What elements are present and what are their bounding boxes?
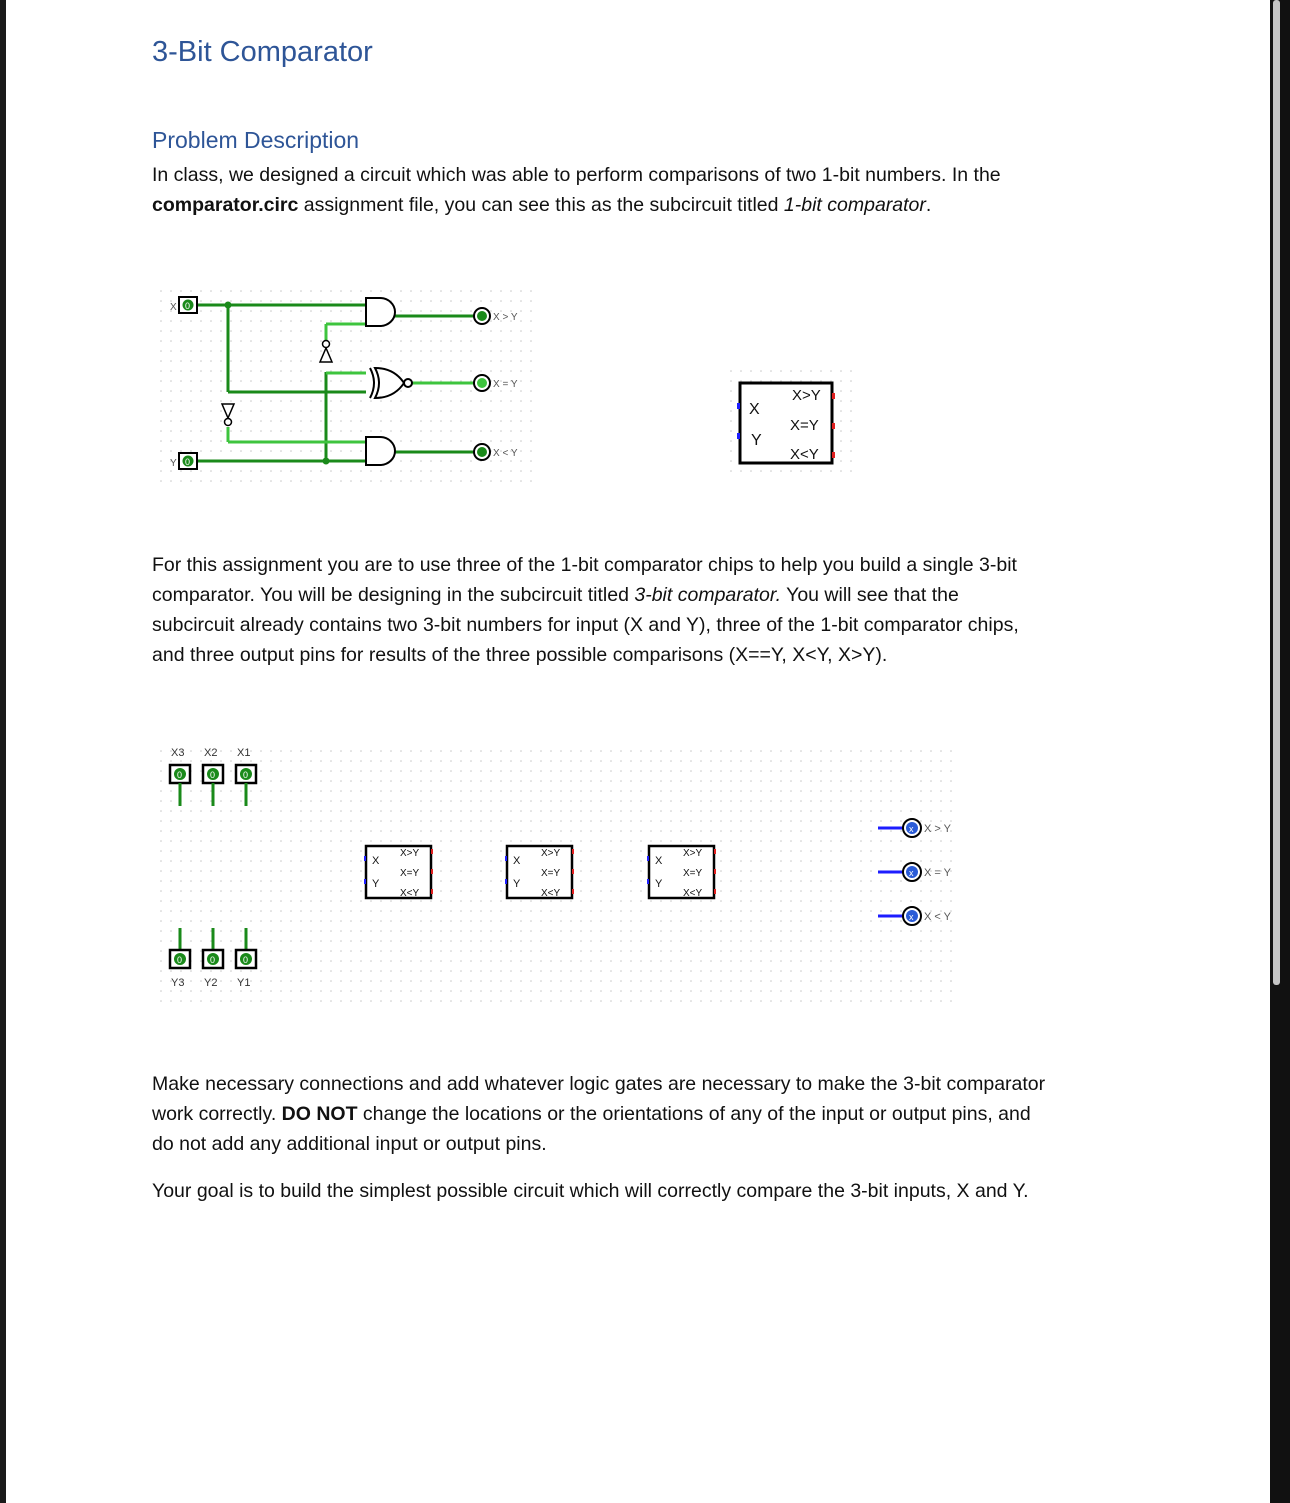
svg-text:0: 0 bbox=[185, 457, 191, 467]
paragraph-instructions-line2: work correctly. DO NOT change the locations or the orientations of any of the input or output pins, and bbox=[152, 1103, 1031, 1125]
svg-text:x: x bbox=[909, 912, 914, 922]
paragraph-intro-line1: In class, we designed a circuit which was able to perform comparisons of two 1-bit numbers. In the bbox=[152, 164, 1001, 186]
subcircuit-name-3bit: 3-bit comparator. bbox=[634, 584, 782, 606]
svg-text:X < Y: X < Y bbox=[924, 911, 952, 923]
svg-text:X<Y: X<Y bbox=[541, 888, 561, 899]
svg-text:X>Y: X>Y bbox=[792, 387, 821, 404]
svg-text:0: 0 bbox=[177, 770, 183, 780]
svg-text:X: X bbox=[655, 855, 663, 867]
svg-text:X<Y: X<Y bbox=[683, 888, 703, 899]
comparator-chip-1 bbox=[366, 846, 431, 899]
svg-text:Y3: Y3 bbox=[171, 977, 185, 989]
svg-text:0: 0 bbox=[243, 770, 249, 780]
svg-text:Y2: Y2 bbox=[204, 977, 218, 989]
svg-text:X: X bbox=[372, 855, 380, 867]
paragraph-instructions-line3: do not add any additional input or output pins. bbox=[152, 1133, 547, 1155]
svg-text:Y1: Y1 bbox=[237, 977, 251, 989]
scrollbar-thumb[interactable] bbox=[1273, 0, 1280, 985]
svg-text:X > Y: X > Y bbox=[924, 823, 952, 835]
svg-text:X: X bbox=[513, 855, 521, 867]
svg-text:Y: Y bbox=[751, 432, 762, 449]
comparator-chip-3 bbox=[649, 846, 714, 899]
svg-text:Y: Y bbox=[655, 878, 663, 890]
document-title: 3-Bit Comparator bbox=[152, 36, 373, 68]
svg-text:X3: X3 bbox=[171, 747, 185, 759]
svg-text:x: x bbox=[909, 868, 914, 878]
svg-text:Y: Y bbox=[513, 878, 521, 890]
svg-text:Y: Y bbox=[170, 458, 177, 469]
svg-text:0: 0 bbox=[177, 955, 183, 965]
paragraph-task-line2: comparator. You will be designing in the subcircuit titled 3-bit comparator. You will see that the bbox=[152, 584, 959, 606]
svg-text:X=Y: X=Y bbox=[400, 868, 420, 879]
warning-text: DO NOT bbox=[281, 1103, 358, 1125]
svg-text:0: 0 bbox=[185, 301, 191, 311]
svg-text:X<Y: X<Y bbox=[400, 888, 420, 899]
svg-text:X < Y: X < Y bbox=[493, 448, 518, 459]
svg-text:x: x bbox=[909, 824, 914, 834]
svg-text:X=Y: X=Y bbox=[683, 868, 703, 879]
svg-text:X>Y: X>Y bbox=[541, 848, 561, 859]
paragraph-task-line4: and three output pins for results of the three possible comparisons (X==Y, X<Y, X>Y). bbox=[152, 644, 888, 666]
svg-text:X1: X1 bbox=[237, 747, 251, 759]
svg-text:X = Y: X = Y bbox=[924, 867, 952, 879]
svg-text:X = Y: X = Y bbox=[493, 379, 518, 390]
svg-text:0: 0 bbox=[210, 770, 216, 780]
svg-text:X=Y: X=Y bbox=[541, 868, 561, 879]
paragraph-intro-line2: comparator.circ assignment file, you can see this as the subcircuit titled 1-bit comparator. bbox=[152, 194, 932, 216]
svg-text:0: 0 bbox=[210, 955, 216, 965]
section-heading: Problem Description bbox=[152, 127, 360, 153]
svg-text:Y: Y bbox=[372, 878, 380, 890]
paragraph-task-line1: For this assignment you are to use three of the 1-bit comparator chips to help you build a single 3-bit bbox=[152, 554, 1017, 576]
svg-text:X > Y: X > Y bbox=[493, 312, 518, 323]
paragraph-goal: Your goal is to build the simplest possible circuit which will correctly compare the 3-bit inputs, X and Y. bbox=[152, 1180, 1029, 1202]
svg-text:X>Y: X>Y bbox=[683, 848, 703, 859]
svg-text:X>Y: X>Y bbox=[400, 848, 420, 859]
svg-text:X2: X2 bbox=[204, 747, 218, 759]
filename-text: comparator.circ bbox=[152, 194, 299, 216]
svg-text:X<Y: X<Y bbox=[790, 446, 819, 463]
svg-text:X=Y: X=Y bbox=[790, 417, 819, 434]
paragraph-task-line3: subcircuit already contains two 3-bit numbers for input (X and Y), three of the 1-bit comparator chips, bbox=[152, 614, 1019, 636]
paragraph-instructions-line1: Make necessary connections and add whatever logic gates are necessary to make the 3-bit comparator bbox=[152, 1073, 1046, 1095]
comparator-chip-2 bbox=[507, 846, 572, 899]
svg-text:X: X bbox=[749, 401, 760, 418]
subcircuit-name: 1-bit comparator bbox=[783, 194, 926, 216]
svg-text:0: 0 bbox=[243, 955, 249, 965]
svg-text:X: X bbox=[170, 302, 177, 313]
